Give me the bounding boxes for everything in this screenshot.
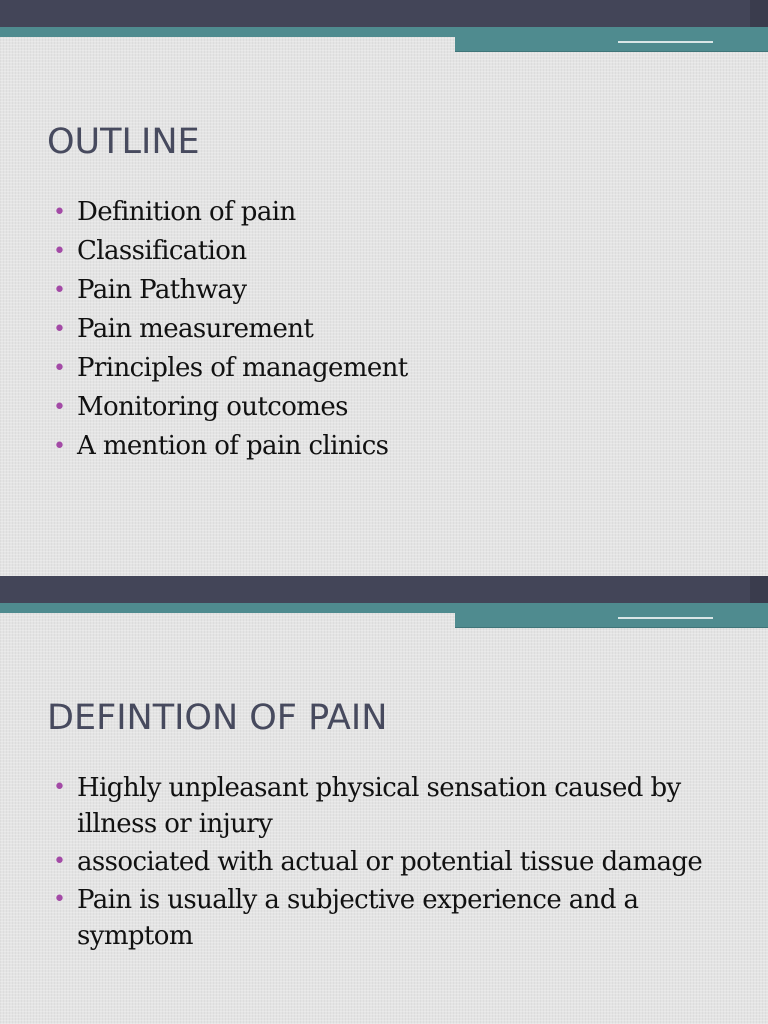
slide-title: DEFINTION OF PAIN [47,698,388,738]
slide-title: OUTLINE [47,122,200,162]
bullet-icon: • [53,849,66,874]
bullet-icon: • [53,200,66,225]
bullet-icon: • [53,317,66,342]
bullet-text: Highly unpleasant physical sensation caused by illness or injury [77,773,681,839]
bullet-text: Pain is usually a subjective experience and a symptom [77,885,639,951]
header-band-edge [750,576,768,603]
bullet-text: Pain measurement [77,314,314,344]
list-item [53,272,733,309]
header-band-teal [0,603,768,613]
slide-definition-of-pain [0,576,768,1024]
bullet-icon: • [53,887,66,912]
bullet-text: Principles of management [77,353,408,383]
header-band-teal-step [455,37,768,52]
bullet-icon: • [53,356,66,381]
header-band-teal-step [455,613,768,628]
list-item [53,844,743,880]
header-accent-line [618,617,713,619]
list-item [53,770,743,842]
list-item [53,233,733,270]
list-item [53,882,743,954]
bullet-icon: • [53,775,66,800]
list-item [53,311,733,348]
bullet-icon: • [53,278,66,303]
list-item [53,194,733,231]
list-item [53,389,733,426]
header-band-dark [0,0,768,27]
bullet-text: Pain Pathway [77,275,247,305]
bullet-list [53,770,743,956]
header-band-teal [0,27,768,37]
list-item [53,428,733,465]
list-item [53,350,733,387]
bullet-icon: • [53,434,66,459]
header-band-dark [0,576,768,603]
bullet-text: Monitoring outcomes [77,392,348,422]
header-accent-line [618,41,713,43]
header-band-edge [750,0,768,27]
bullet-list [53,194,733,467]
bullet-text: associated with actual or potential tissue damage [77,847,703,877]
bullet-text: Definition of pain [77,197,296,227]
bullet-text: Classification [77,236,247,266]
bullet-icon: • [53,239,66,264]
bullet-text: A mention of pain clinics [77,431,389,461]
bullet-icon: • [53,395,66,420]
